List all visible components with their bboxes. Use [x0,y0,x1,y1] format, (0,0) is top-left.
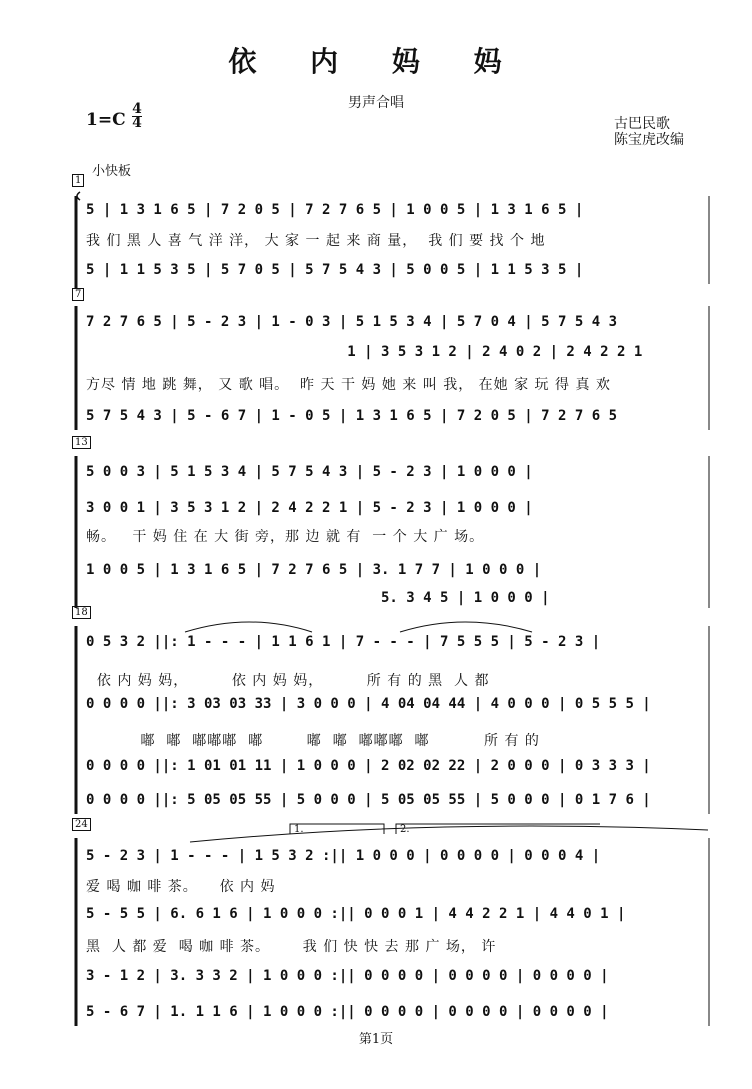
notation-line: 5 0 0 3 | 5 1 5 3 4 | 5 7 5 4 3 | 5 - 2 3 | 1 0 0 0 | [86,464,533,480]
lyric-line: 畅。 干 妈 住 在 大 街 旁，那 边 就 有 一 个 大 广 场。 [86,529,485,545]
notation-line: 5. 3 4 5 | 1 0 0 0 | [86,590,550,606]
lyric-line: 方尽 情 地 跳 舞， 又 歌 唱。 昨 天 干 妈 她 来 叫 我， 在她 家 玩 得 真 欢 [86,377,611,393]
notation-line: 3 - 1 2 | 3. 3 3 2 | 1 0 0 0 :|| 0 0 0 0 | 0 0 0 0 | 0 0 0 0 | [86,968,609,984]
page-number: 第1页 [358,1032,394,1047]
notation-line: 1 0 0 5 | 1 3 1 6 5 | 7 2 7 6 5 | 3. 1 7 7 | 1 0 0 0 | [86,562,542,578]
tempo-marking: 小快板 [92,164,132,179]
notation-line: 0 0 0 0 ||: 1 01 01 11 | 1 0 0 0 | 2 02 02 22 | 2 0 0 0 | 0 3 3 3 | [86,758,651,774]
notation-line: 7 2 7 6 5 | 5 - 2 3 | 1 - 0 3 | 5 1 5 3 4 | 5 7 0 4 | 5 7 5 4 3 [86,314,618,330]
lyric-line: 黑 人 都 爱 喝 咖 啡 茶。 我 们 快 快 去 那 广 场， 许 [86,939,497,955]
measure-number: 18 [72,606,91,619]
page-title: 依 内 妈 妈 [228,45,524,78]
measure-number: 13 [72,436,91,449]
composer-line-2: 陈宝虎改编 [614,132,684,148]
lyric-line: 依 内 妈 妈， 依 内 妈 妈， 所 有 的 黑 人 都 [86,673,490,689]
volta-2: 2. [400,824,410,835]
lyric-line: 爱 喝 咖 啡 茶。 依 内 妈 [86,879,276,895]
notation-line: 0 5 3 2 ||: 1 - - - | 1 1 6 1 | 7 - - - | 7 5 5 5 | 5 - 2 3 | [86,634,601,650]
notation-line: 5 - 5 5 | 6. 6 1 6 | 1 0 0 0 :|| 0 0 0 1 | 4 4 2 2 1 | 4 4 0 1 | [86,906,626,922]
notation-line: 0 0 0 0 ||: 3 03 03 33 | 3 0 0 0 | 4 04 04 44 | 4 0 0 0 | 0 5 5 5 | [86,696,651,712]
time-bottom: 4 [132,115,142,131]
notation-line: 5 | 1 3 1 6 5 | 7 2 0 5 | 7 2 7 6 5 | 1 0 0 5 | 1 3 1 6 5 | [86,202,584,218]
measure-number: 24 [72,818,91,831]
lyric-line: 我 们 黑 人 喜 气 洋 洋， 大 家 一 起 来 商 量， 我 们 要 找 个 地 [86,233,546,249]
time-top: 4 [132,101,142,117]
key-signature: 1=C [86,110,126,130]
measure-number: 1 [72,174,84,187]
composer-line-1: 古巴民歌 [614,116,670,132]
notation-line: 5 | 1 1 5 3 5 | 5 7 0 5 | 5 7 5 4 3 | 5 0 0 5 | 1 1 5 3 5 | [86,262,584,278]
notation-line: 3 0 0 1 | 3 5 3 1 2 | 2 4 2 2 1 | 5 - 2 3 | 1 0 0 0 | [86,500,533,516]
measure-number: 7 [72,288,84,301]
notation-line: 1 | 3 5 3 1 2 | 2 4 0 2 | 2 4 2 2 1 [86,344,643,360]
volta-1: 1. [294,824,304,835]
notation-line: 0 0 0 0 ||: 5 05 05 55 | 5 0 0 0 | 5 05 05 55 | 5 0 0 0 | 0 1 7 6 | [86,792,651,808]
notation-line: 5 7 5 4 3 | 5 - 6 7 | 1 - 0 5 | 1 3 1 6 5 | 7 2 0 5 | 7 2 7 6 5 [86,408,618,424]
notation-line: 5 - 2 3 | 1 - - - | 1 5 3 2 :|| 1 0 0 0 | 0 0 0 0 | 0 0 0 4 | [86,848,601,864]
subtitle: 男声合唱 [348,95,404,111]
notation-line: 5 - 6 7 | 1. 1 1 6 | 1 0 0 0 :|| 0 0 0 0 | 0 0 0 0 | 0 0 0 0 | [86,1004,609,1020]
lyric-line: 嘟 嘟 嘟嘟嘟 嘟 嘟 嘟 嘟嘟嘟 嘟 所 有 的 [86,733,540,749]
